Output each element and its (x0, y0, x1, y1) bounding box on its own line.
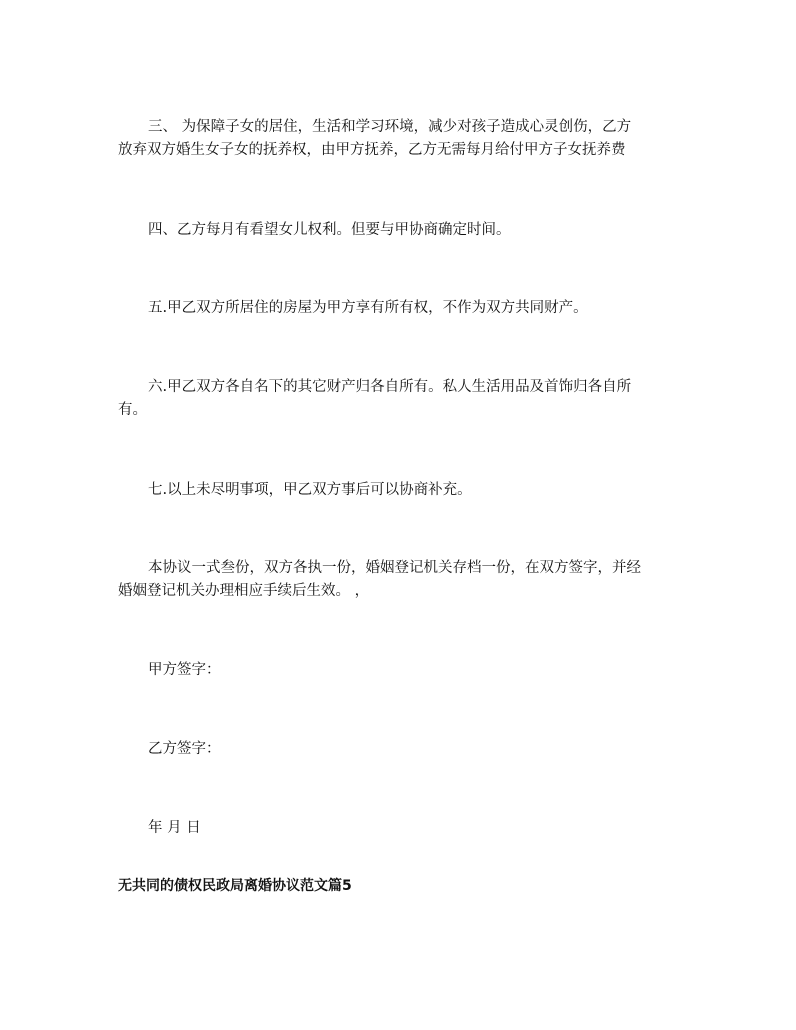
clause-4 (118, 219, 684, 242)
date-line (118, 817, 684, 840)
closing-paragraph (118, 557, 684, 603)
clause-3 (118, 116, 684, 162)
party-a-signature-line (118, 659, 684, 682)
clause-6 (118, 376, 684, 422)
party-a-signature-label: 甲方签字： (148, 662, 221, 678)
closing-line-2: 婚姻登记机关办理相应手续后生效。 ， (118, 583, 370, 599)
clause-5 (118, 297, 684, 320)
clause-3-line-2: 放弃双方婚生女子女的抚养权，由甲方抚养，乙方无需每月给付甲方子女抚养费 (118, 142, 626, 158)
clause-5-text: 五.甲乙双方所居住的房屋为甲方享有所有权，不作为双方共同财产。 (148, 300, 588, 316)
clause-6-line-2: 有。 (118, 402, 147, 418)
date-label: 年 月 日 (148, 820, 201, 836)
clause-4-text: 四、乙方每月有看望女儿权利。但要与甲协商确定时间。 (148, 222, 511, 238)
clause-7 (118, 479, 684, 502)
clause-3-line-1: 三、 为保障子女的居住，生活和学习环境，减少对孩子造成心灵创伤，乙方 (148, 119, 632, 135)
clause-7-text: 七.以上未尽明事项，甲乙双方事后可以协商补充。 (148, 482, 472, 498)
party-b-signature-label: 乙方签字： (148, 741, 221, 757)
next-section-title: 无共同的债权民政局离婚协议范文篇5 (118, 878, 352, 894)
clause-6-line-1: 六.甲乙双方各自名下的其它财产归各自所有。私人生活用品及首饰归各自所 (148, 379, 632, 395)
party-b-signature-line (118, 738, 684, 761)
closing-line-1: 本协议一式叁份，双方各执一份，婚姻登记机关存档一份，在双方签字，并经 (148, 560, 641, 576)
